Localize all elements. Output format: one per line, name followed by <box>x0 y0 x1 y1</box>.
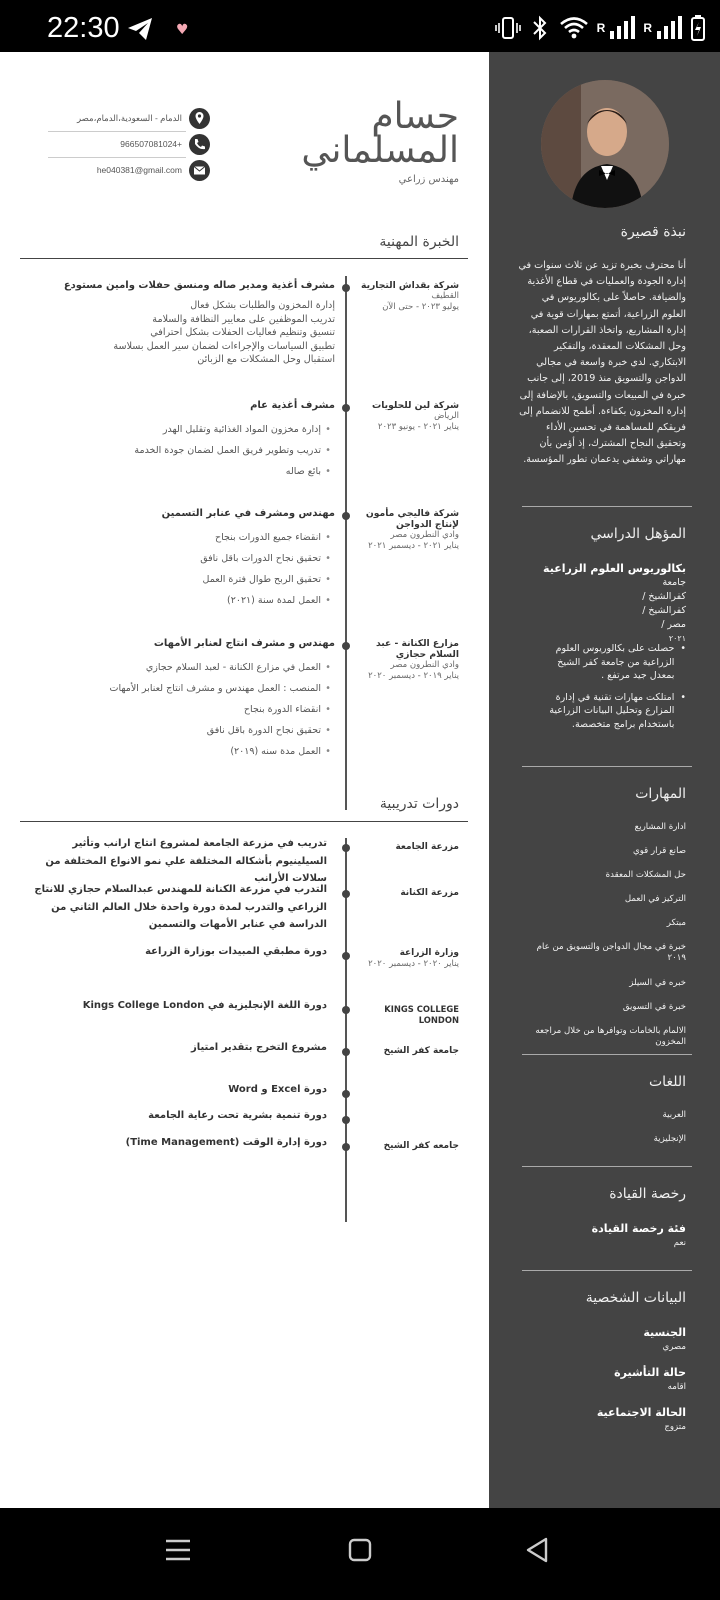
roaming-label-1: R <box>596 21 606 35</box>
contact-phone[interactable]: 966507081024+ <box>48 134 210 158</box>
skills-heading: المهارات <box>635 786 686 802</box>
resume-page[interactable] <box>0 52 720 1508</box>
education-bullets: • حصلت على بكالوريوس العلوم الزراعية من جامعة كفر الشيخ بمعدل جيد مرتفع . • امتلكت مهارات تقنية في إدارة المزارع وتحليل البيانات الزراعية باستخدام برامج متخصصة. <box>549 643 686 730</box>
phone-icon <box>189 134 210 155</box>
job-meta: شركة بقداش التجارية القطيف يوليو ٢٠٢٣ - حتى الآن <box>361 280 459 312</box>
course-text: دورة إدارة الوقت (Time Management) <box>125 1137 327 1148</box>
resume-main <box>0 52 489 1508</box>
roaming-label-2: R <box>643 21 652 35</box>
sidebar-divider <box>522 506 692 507</box>
course-org: مزرعة الجامعة <box>395 842 459 852</box>
contact-location: الدمام - السعودية،الدمام،مصر <box>48 108 210 132</box>
languages-list: العربية الإنجليزية <box>653 1110 686 1144</box>
menu-icon[interactable] <box>164 1536 192 1564</box>
languages-heading: اللغات <box>649 1074 686 1090</box>
job-details: مهندس و مشرف انتاج لعنابر الأمهات •العمل في مزارع الكنانة - لعبد السلام حجازي •المنصب : العمل مهندس و مشرف انتاج لعنابر الأمهات •انقضاء الدورة بنجاح •تحقيق نجاح الدورة باقل نافق •العمل مدة سنه (٢٠١٩) <box>109 638 335 757</box>
experience-divider <box>20 258 468 259</box>
person-name: حسام المسلماني <box>301 96 459 171</box>
education-entry: بكالوريوس العلوم الزراعية جامعة كفرالشيخ / كفرالشيخ /مصر / ٢٠٢١ <box>543 562 686 643</box>
status-time: 22:30 <box>47 12 120 44</box>
license-entry: فئة رخصة القيادة نعم <box>591 1222 686 1248</box>
sidebar-divider <box>522 1054 692 1055</box>
job-details: مشرف أغذية ومدير صاله ومنسق حفلات وامين مستودع إدارة المخزون والطلبات بشكل فعال تدريب الموظفين على معايير النظافة والسلامة تنسيق وتنظيم فعاليات الحفلات بشكل احترافي تطبيق السياسات والإجراءات لضمان سير العمل بسلاسة استقبال وحل المشكلات مع الزبائن <box>63 280 335 366</box>
vibrate-icon <box>495 15 521 41</box>
courses-divider <box>20 821 468 822</box>
sidebar-divider <box>522 766 692 767</box>
courses-heading: دورات تدريبية <box>379 796 459 812</box>
course-org: KINGS COLLEGE LONDON <box>384 1004 459 1025</box>
about-text: أنا محترف بخبرة تزيد عن ثلاث سنوات في إدارة الجودة والعمليات في قطاع الأغذية والضيافة. حاصلاً على بكالوريوس في العلوم الزراعية، أتمتع بمهارات قوية في إدارة المشاريع، واتخاذ القرارات الصعبة، وحل المشكلات المعقدة، والتفكير الابتكاري. لدي خبرة واسعة في مجالي الدواجن والتسويق منذ 2019، إلى جانب خبرة في المبيعات والتسويق، بالإضافة إلى إدارة المخزون بكفاءة. أطمح للانضمام إلى فريقكم للمساهمة في تحسين الأداء وتحقيق النجاح المشترك، إذ أؤمن بأن مهاراتي وشغفي يدعمان تطور المؤسسة. <box>518 260 686 466</box>
job-meta: شركة فاليجي مأمون لإنتاج الدواجن وادي النطرون مصر يناير ٢٠٢١ - ديسمبر ٢٠٢١ <box>365 508 459 551</box>
signal-icon <box>609 15 635 41</box>
sidebar-divider <box>522 1166 692 1167</box>
back-icon[interactable] <box>524 1536 552 1564</box>
personal-list: الجنسية مصري حالة التأشيرة اقامه الحالة الاجتماعية متزوج <box>596 1326 686 1432</box>
course-text: دورة اللغة الإنجليزية في Kings College London <box>82 1000 327 1011</box>
job-details: مشرف أغذية عام •إدارة مخزون المواد الغذائية وتقليل الهدر •تدريب وتطوير فريق العمل لضمان جودة الخدمة •بائع صاله <box>134 400 335 477</box>
job-title: مهندس زراعي <box>398 174 459 185</box>
sidebar-divider <box>522 1270 692 1271</box>
job-details: مهندس ومشرف في عنابر التسمين •انقضاء جميع الدورات بنجاح •تحقيق نجاح الدورات باقل نافق •تحقيق الربح طوال فترة العمل •العمل لمدة سنة (٢٠٢١) <box>161 508 335 606</box>
battery-icon <box>690 14 706 42</box>
contact-email[interactable]: he040381@gmail.com <box>48 160 210 184</box>
status-icons <box>495 14 706 42</box>
bluetooth-icon <box>529 15 551 41</box>
job-meta: شركة لين للحلويات الرياض يناير ٢٠٢١ - يونيو ٢٠٢٣ <box>372 400 459 432</box>
course-org: مزرعة الكنانة <box>400 888 459 898</box>
email-icon <box>189 160 210 181</box>
wifi-icon <box>559 15 589 41</box>
course-text: دورة Excel و Word <box>228 1084 327 1095</box>
heart-icon: ♥ <box>176 22 189 38</box>
experience-timeline <box>345 276 347 810</box>
course-text: التدرب في مزرعة الكنانة للمهندس عبدالسلام حجازي للانتاج الزراعي والتدرب لمدة دورة واحدة خلال العالم الثاني من الدراسة في عنابر الأمهات والتسمين <box>34 884 327 930</box>
personal-heading: البيانات الشخصية <box>585 1290 686 1306</box>
location-icon <box>189 108 210 129</box>
profile-photo <box>541 80 669 208</box>
about-heading: نبذة قصيرة <box>620 224 686 240</box>
telegram-icon <box>126 16 154 42</box>
course-text: مشروع التخرج بتقدير امتياز <box>190 1042 327 1053</box>
course-text: دورة تنمية بشرية تحت رعاية الجامعة <box>148 1110 327 1121</box>
course-org: جامعة كفر الشيخ <box>383 1046 459 1056</box>
status-bar <box>0 0 720 52</box>
experience-heading: الخبرة المهنية <box>379 234 459 250</box>
signal-icon-2 <box>656 15 682 41</box>
timeline-dot <box>342 1090 350 1098</box>
education-heading: المؤهل الدراسي <box>590 526 686 542</box>
job-meta: مزارع الكنانة - عبد السلام حجازي وادي النطرون مصر يناير ٢٠١٩ - ديسمبر ٢٠٢٠ <box>368 638 459 681</box>
course-org: جامعه كفر الشيخ <box>383 1141 459 1151</box>
course-text: دورة مطبقي المبيدات بوزارة الزراعة <box>145 946 327 957</box>
license-heading: رخصة القيادة <box>609 1186 686 1202</box>
navigation-bar <box>0 1508 720 1600</box>
timeline-dot <box>342 1116 350 1124</box>
skills-list: ادارة المشاريع صانع قرار قوي حل المشكلات المعقدة التركيز في العمل مبتكر خبرة في مجال الدواجن والتسويق من عام ٢٠١٩ خبره في السيلز خبرة في التسويق الالمام بالخامات وتوافرها من خلال مراجعه المخزون <box>535 822 686 1047</box>
resume-sidebar <box>489 52 720 1508</box>
home-icon[interactable] <box>346 1536 374 1564</box>
course-org: وزارة الزراعة يناير ٢٠٢٠ - ديسمبر ٢٠٢٠ <box>368 948 459 969</box>
course-text: تدريب في مزرعة الجامعة لمشروع انتاج ارانب وتأثير السيلينيوم بأشكاله المختلفة علي نمو الانواع المختلفة من سلالات الأرانب <box>45 838 327 884</box>
